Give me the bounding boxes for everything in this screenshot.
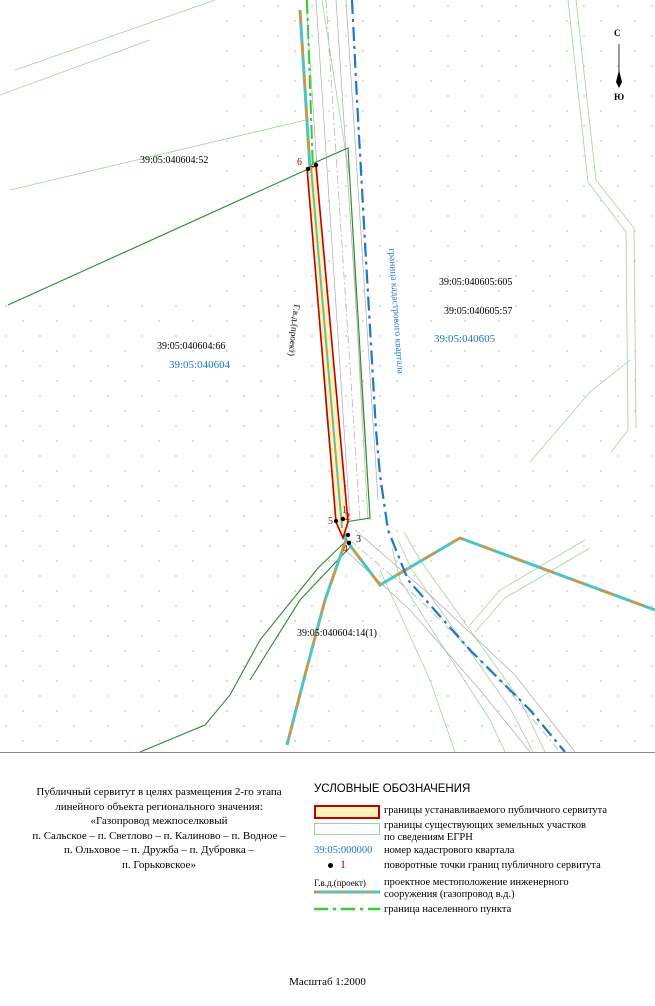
legend-item: номер кадастрового квартала: [384, 845, 515, 856]
parcel-label: 39:05:040605:57: [444, 306, 513, 317]
turning-point-label: 6: [297, 157, 302, 168]
parcel-symbol: [314, 823, 380, 835]
parcel-label: 39:05:040604:52: [140, 155, 209, 166]
pipeline-symbol-label: Г.в.д.(проект): [314, 878, 366, 888]
turning-point-label: 3: [356, 534, 361, 545]
legend-item: границы существующих земельных участков: [384, 820, 586, 831]
legend-title: УСЛОВНЫЕ ОБОЗНАЧЕНИЯ: [314, 783, 471, 795]
point-symbol-number: 1: [340, 857, 346, 871]
scale-label: Масштаб 1:2000: [289, 976, 366, 988]
quarter-label: 39:05:040604: [169, 359, 231, 371]
quarter-label: 39:05:040605: [434, 333, 496, 345]
compass-north: С: [614, 28, 621, 38]
legend-item: проектное местоположение инженерного: [384, 877, 569, 888]
compass-south: Ю: [614, 92, 625, 102]
turning-point-label: 4: [343, 544, 348, 555]
legend-item: поворотные точки границ публичного сервитута: [384, 860, 601, 871]
turning-point-label: 2: [345, 512, 350, 523]
servitude-symbol: [314, 805, 380, 819]
parcel-label: 39:05:040604:66: [157, 341, 226, 352]
boundary-label: граница кадастрового квартала: [386, 248, 405, 375]
turning-point-label: 1: [342, 505, 347, 516]
turning-point-label: 5: [328, 516, 333, 527]
parcel-label: 39:05:040605:605: [439, 277, 513, 288]
settlement-symbol: [314, 906, 380, 912]
legend-item: граница населенного пункта: [384, 904, 512, 915]
legend-item: границы устанавливаемого публичного сервитута: [384, 805, 608, 816]
map-caption: Публичный сервитут в целях размещения 2-го этапа линейного объекта регионального значения: «Газопровод межпоселковый п. Сальское – п. Светлово – п. Калиново – п. Водное – п. Ольховое – п. Дружба – п. Дубровка – п. Горьковское»: [32, 786, 286, 871]
pipeline-symbol-line: [314, 889, 380, 895]
legend-item: по сведениям ЕГРН: [384, 832, 473, 843]
pipeline-label: Г.в.д.(проект): [286, 303, 302, 357]
terrain-dots: [0, 300, 300, 752]
point-symbol-dot: [328, 863, 333, 868]
quarter-number-symbol: 39:05:000000: [314, 845, 373, 856]
parcel-label: 39:05:040604:14(1): [297, 628, 377, 639]
legend-item: сооружения (газопровод в.д.): [384, 889, 515, 900]
